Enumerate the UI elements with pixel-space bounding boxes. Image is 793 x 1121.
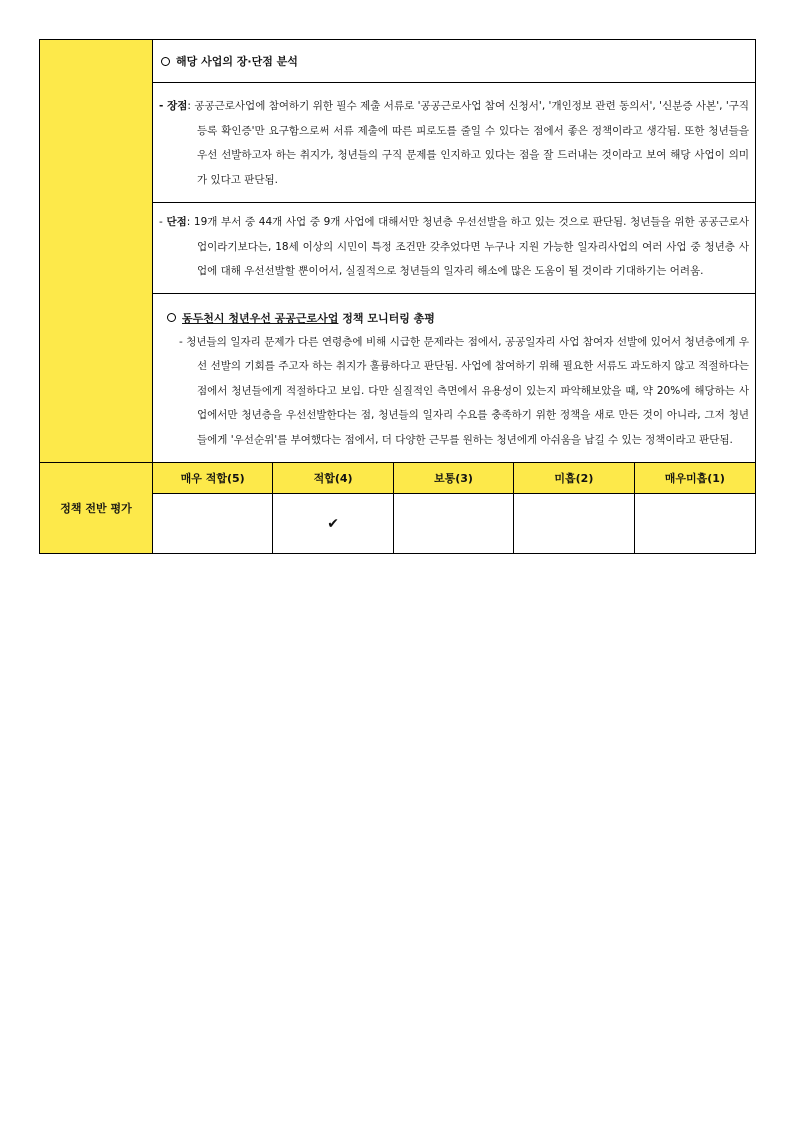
overall-paragraph: - 청년들의 일자리 문제가 다른 연령층에 비해 시급한 문제라는 점에서, 공공일자리 사업 참여자 선발에 있어서 청년층에게 우선 선발의 기회를 주고자 하는 취지가 훌륭하다고 판단됨. 사업에 참여하기 위해 필요한 서류도 과도하지 않고 적절하다는 점에서 청년들에게 적절하다고 보임. 다만 실질적인 측면에서 유용성이 있는지 파악해보았을 때, 약 20%에 해당하는 사업에서만 청년층을 우선선발한다는 점, 청년들의 일자리 수요를 충족하기 위한 정책을 새로 만든 것이 아니라, 그저 청년들에게 '우선순위'를 부여했다는 점에서, 더 다양한 근무를 원하는 청년에게 아쉬움을 남길 수 있는 정책이라고 판단됨.: [179, 335, 749, 446]
rating-header-very-suitable: 매우 적합(5): [153, 463, 273, 494]
analysis-heading: [153, 40, 755, 82]
pros-prefix: -: [159, 100, 168, 112]
rating-cell-very-suitable: [153, 494, 273, 553]
cons-prefix: -: [159, 216, 167, 228]
policy-evaluation-sheet: [39, 39, 756, 554]
rating-cell-suitable-checkmark-icon: ✔: [273, 494, 393, 553]
evaluation-table: [153, 463, 755, 553]
overall-heading-rest: 정책 모니터링 총평: [338, 311, 435, 325]
pros-text: : 공공근로사업에 참여하기 위한 필수 제출 서류로 '공공근로사업 참여 신청서', '개인정보 관련 동의서', '신분증 사본', '구직등록 확인증'만 요구함으로써 서류 제출에 따른 피로도를 줄일 수 있다는 점에서 좋은 정책이라고 생각됨. 또한 청년들을 우선 선발하고자 하는 취지가, 청년들의 구직 문제를 인지하고 있다는 점을 잘 드러내는 것이라고 보여 해당 사업이 의미가 있다고 판단됨.: [187, 100, 749, 186]
analysis-heading-text: 해당 사업의 장·단점 분석: [176, 55, 298, 68]
circle-bullet-icon: [161, 57, 170, 66]
cons-section: [153, 203, 755, 294]
cons-text: : 19개 부서 중 44개 사업 중 9개 사업에 대해서만 청년층 우선선발을 하고 있는 것으로 판단됨. 청년들을 위한 공공근로사업이라기보다는, 18세 이상의 시민이 특정 조건만 갖추었다면 누구나 지원 가능한 일자리사업의 여러 사업 중 청년층 사업에 대해 우선선발할 뿐이어서, 실질적으로 청년들의 일자리 해소에 많은 도움이 될 것이라 기대하기는 어려움.: [186, 216, 749, 277]
evaluation-label: 정책 전반 평가: [40, 463, 153, 553]
pros-section: [153, 83, 755, 203]
circle-bullet-icon: [167, 313, 176, 322]
cons-paragraph: [153, 210, 755, 284]
rating-cell-very-insufficient: [635, 494, 755, 553]
analysis-heading-section: [153, 40, 755, 83]
cons-label: 단점: [166, 216, 187, 228]
rating-cell-insufficient: [514, 494, 634, 553]
overall-heading-underlined: 동두천시 청년우선 공공근로사업: [182, 311, 339, 325]
evaluation-grid: [153, 463, 755, 553]
pros-label: 장점: [167, 100, 188, 112]
pros-paragraph: [153, 94, 755, 192]
analysis-row: [40, 40, 755, 463]
overall-review-section: [153, 294, 755, 463]
rating-header-suitable: 적합(4): [273, 463, 393, 494]
rating-header-insufficient: 미흡(2): [514, 463, 634, 494]
rating-header-average: 보통(3): [394, 463, 514, 494]
overall-heading: [153, 308, 755, 330]
rating-cell-average: [394, 494, 514, 553]
left-label-column: [40, 40, 153, 462]
rating-header-very-insufficient: 매우미흡(1): [635, 463, 755, 494]
evaluation-row: [40, 463, 755, 553]
analysis-content: [153, 40, 755, 462]
